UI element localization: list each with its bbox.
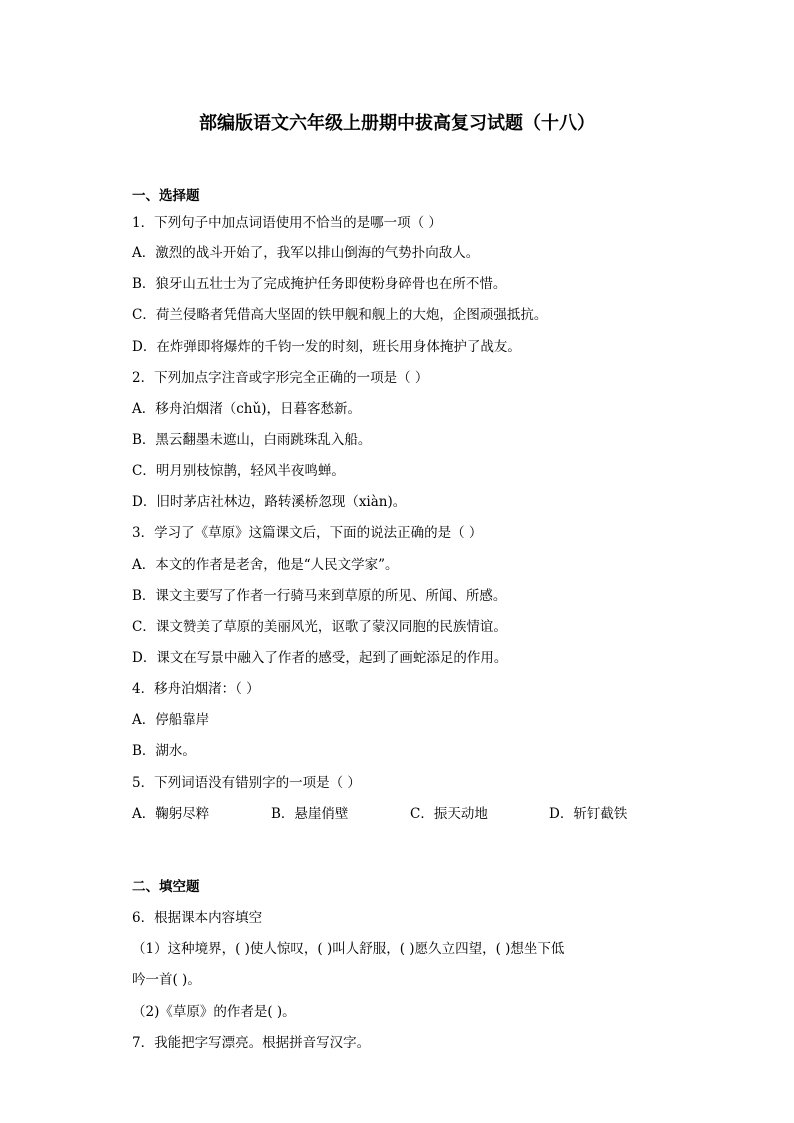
question-5-options — [132, 804, 652, 824]
question-6-stem: 6．根据课本内容填空 — [132, 910, 263, 926]
question-3-stem: 3．学习了《草原》这篇课文后，下面的说法正确的是（ ） — [132, 525, 483, 541]
question-5-option-c: C．振天动地 — [410, 806, 488, 822]
question-2-option-b: B．黑云翻墨未遮山，白雨跳珠乱入船。 — [132, 432, 372, 448]
question-5-stem: 5．下列词语没有错别字的一项是（ ） — [132, 775, 361, 791]
question-6-part-1-continued: 吟一首( )。 — [132, 972, 201, 988]
section-heading-fill: 二、填空题 — [132, 879, 200, 895]
question-6-part-1: （1）这种境界，( )使人惊叹，( )叫人舒服，( )愿久立四望，( )想坐下低 — [132, 941, 565, 957]
page-title: 部编版语文六年级上册期中拔高复习试题（十八） — [199, 113, 595, 134]
question-3-option-b: B．课文主要写了作者一行骑马来到草原的所见、所闻、所感。 — [132, 588, 507, 604]
question-2-stem: 2．下列加点字注音或字形完全正确的一项是（ ） — [132, 370, 429, 386]
question-5-option-a: A．鞠躬尽粹 — [132, 806, 210, 822]
question-2-option-a: A．移舟泊烟渚（chǔ)，日暮客愁新。 — [132, 401, 361, 417]
question-1-option-b: B．狼牙山五壮士为了完成掩护任务即使粉身碎骨也在所不惜。 — [132, 276, 507, 292]
question-6-part-2: （2)《草原》的作者是( )。 — [132, 1004, 296, 1020]
question-2-option-d: D．旧时茅店社林边，路转溪桥忽现（xiàn)。 — [132, 494, 407, 510]
section-heading-choice: 一、选择题 — [132, 188, 200, 204]
question-3-option-a: A．本文的作者是老舍，他是“人民文学家”。 — [132, 557, 399, 573]
question-4-option-b: B．湖水。 — [132, 743, 196, 759]
question-7-stem: 7．我能把字写漂亮。根据拼音写汉字。 — [132, 1035, 371, 1051]
question-1-option-c: C．荷兰侵略者凭借高大坚固的铁甲舰和舰上的大炮，企图顽强抵抗。 — [132, 307, 548, 323]
question-1-option-d: D．在炸弹即将爆炸的千钧一发的时刻，班长用身体掩护了战友。 — [132, 339, 521, 355]
question-5-option-d: D．斩钉截铁 — [549, 806, 628, 822]
question-3-option-c: C．课文赞美了草原的美丽风光，讴歌了蒙汉同胞的民族情谊。 — [132, 619, 507, 635]
question-4-stem: 4．移舟泊烟渚：（ ） — [132, 681, 260, 697]
question-4-option-a: A．停船靠岸 — [132, 712, 210, 728]
question-5-option-b: B．悬崖俏壁 — [271, 806, 349, 822]
question-1-stem: 1．下列句子中加点词语使用不恰当的是哪一项（ ） — [132, 215, 442, 231]
question-1-option-a: A．激烈的战斗开始了，我军以排山倒海的气势扑向敌人。 — [132, 245, 480, 261]
question-2-option-c: C．明月别枝惊鹊，轻风半夜鸣蝉。 — [132, 463, 345, 479]
question-3-option-d: D．课文在写景中融入了作者的感受，起到了画蛇添足的作用。 — [132, 650, 508, 666]
